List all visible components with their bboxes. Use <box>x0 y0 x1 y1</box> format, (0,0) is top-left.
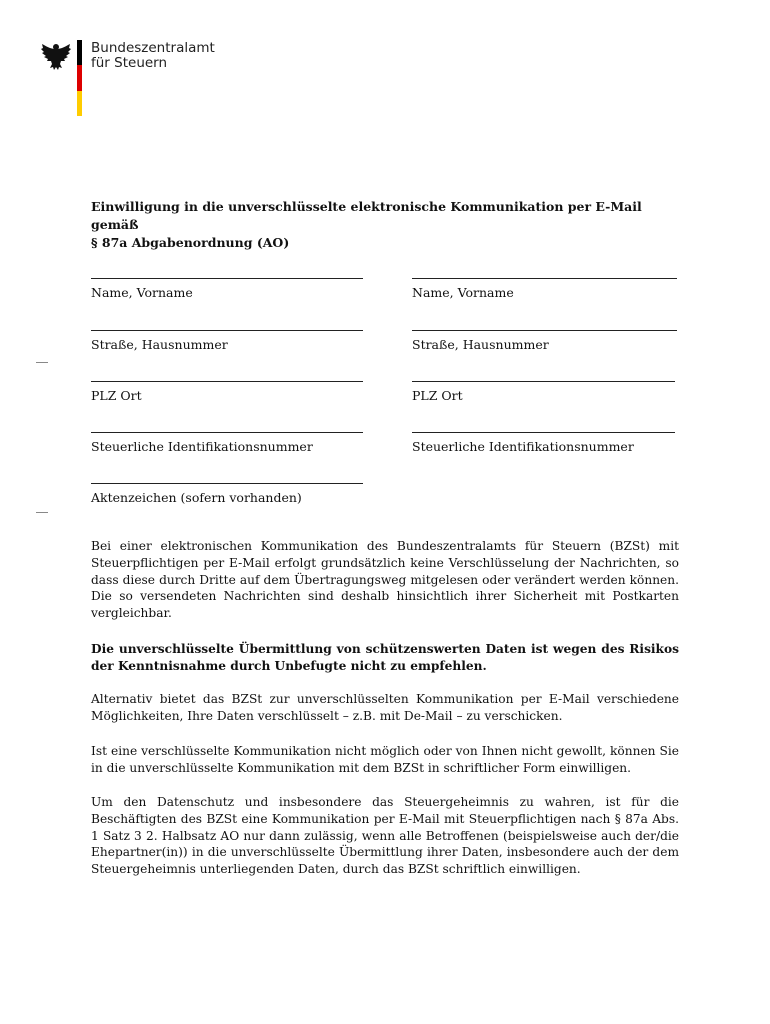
field-label: PLZ Ort <box>91 388 142 403</box>
signature-line[interactable] <box>91 432 363 433</box>
field-label: PLZ Ort <box>412 388 463 403</box>
street-field-right <box>412 330 677 353</box>
tax-id-field-left <box>91 432 363 455</box>
signature-line[interactable] <box>91 483 363 484</box>
paragraph-warning: Die unverschlüsselte Übermittlung von schützenswerten Daten ist wegen des Risikos der Kenntnisnahme durch Unbefugte nicht zu empfehlen. <box>91 642 679 673</box>
file-number-field <box>91 483 363 506</box>
title-line-1: Einwilligung in die unverschlüsselte elektronische Kommunikation per E-Mail gemäß <box>91 199 642 232</box>
document-title <box>91 198 691 252</box>
org-line-1: Bundeszentralamt <box>91 40 215 56</box>
fold-mark <box>36 362 48 363</box>
federal-eagle-icon <box>40 40 72 72</box>
signature-line[interactable] <box>91 381 363 382</box>
field-label: Steuerliche Identifikationsnummer <box>91 439 313 454</box>
field-label: Name, Vorname <box>91 285 193 300</box>
city-field-left <box>91 381 363 404</box>
street-field-left <box>91 330 363 353</box>
org-line-2: für Steuern <box>91 55 168 71</box>
signature-line[interactable] <box>412 381 675 382</box>
paragraph-data-protection: Um den Datenschutz und insbesondere das Steuergeheimnis zu wahren, ist für die Beschäftigten des BZSt eine Kommunikation per E-Mail mit Steuerpflichtigen nach § 87a Abs. 1 Satz 3 2. Halbsatz AO nur dann zulässig, wenn alle Betroffenen (beispielsweise auch der/die Ehepartner(in)) in die unverschlüsselte Übermittlung ihrer Daten, insbesondere auch der dem Steuergeheimnis unterliegenden Daten, durch das BZSt schriftlich einwilligen. <box>91 795 679 877</box>
signature-line[interactable] <box>412 432 675 433</box>
paragraph-encryption-notice: Bei einer elektronischen Kommunikation des Bundeszentralamts für Steuern (BZSt) mit Steuerpflichtigen per E-Mail erfolgt grundsätzlich keine Verschlüsselung der Nachrichten, so dass diese durch Dritte auf dem Übertragungsweg mitgelesen oder verändert werden können. Die so versendeten Nachrichten sind deshalb hinsichtlich ihrer Sicherheit mit Postkarten vergleichbar. <box>91 539 679 621</box>
name-field-left <box>91 278 363 301</box>
fold-mark <box>36 512 48 513</box>
signature-line[interactable] <box>412 278 677 279</box>
paragraph-consent: Ist eine verschlüsselte Kommunikation nicht möglich oder von Ihnen nicht gewollt, können Sie in die unverschlüsselte Kommunikation mit dem BZSt in schriftlicher Form einwilligen. <box>91 744 679 775</box>
city-field-right <box>412 381 675 404</box>
organization-name <box>91 41 215 71</box>
field-label: Aktenzeichen (sofern vorhanden) <box>91 490 302 505</box>
signature-line[interactable] <box>91 330 363 331</box>
flag-stripe <box>77 40 82 116</box>
name-field-right <box>412 278 677 301</box>
title-line-2: § 87a Abgabenordnung (AO) <box>91 235 290 250</box>
field-label: Straße, Hausnummer <box>412 337 549 352</box>
paragraph-alternatives: Alternativ bietet das BZSt zur unverschlüsselten Kommunikation per E-Mail verschiedene Möglichkeiten, Ihre Daten verschlüsselt – z.B. mit De-Mail – zu verschicken. <box>91 692 679 723</box>
signature-line[interactable] <box>412 330 677 331</box>
tax-id-field-right <box>412 432 675 455</box>
field-label: Straße, Hausnummer <box>91 337 228 352</box>
signature-line[interactable] <box>91 278 363 279</box>
field-label: Name, Vorname <box>412 285 514 300</box>
field-label: Steuerliche Identifikationsnummer <box>412 439 634 454</box>
